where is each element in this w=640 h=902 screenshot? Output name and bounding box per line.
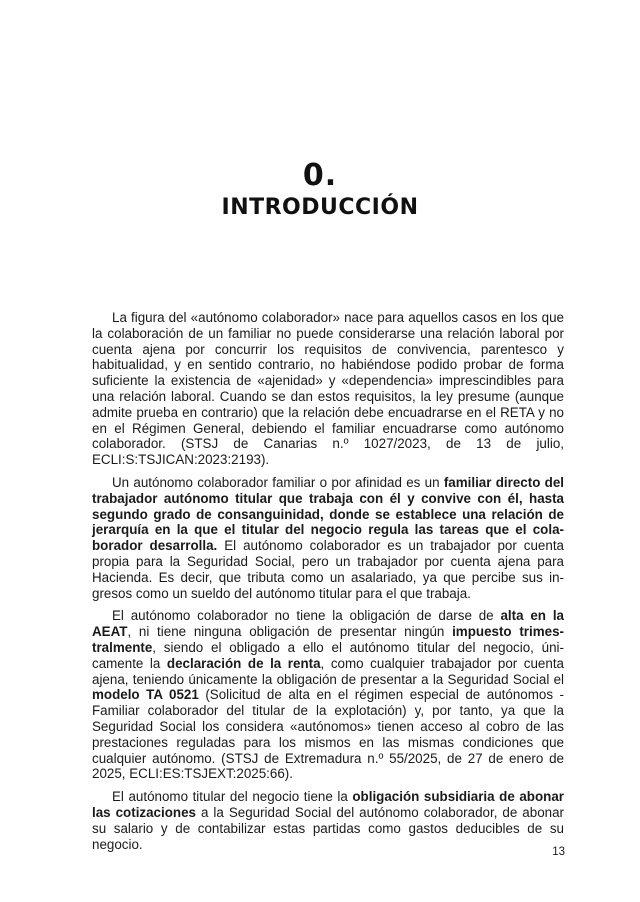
text-run: (Solicitud de alta en el régimen especial de autónomos - Familiar colaborador del titular de la explotación) y, por tanto, ya que la Seguridad Social los considera «autónomos» tienen acceso al cobro de las prestaciones reguladas para los mismos en las mismas condiciones que cualquier autónomo. (STSJ de Extremadura n.º 55/2025, de 27 de enero de 2025, ECLI:ES:TSJEXT:2025:66). [92,687,564,782]
text-run: Un autónomo colaborador familiar o por afinidad es un [112,474,444,490]
page-number: 13 [552,846,565,858]
paragraph [92,475,564,601]
paragraph [92,310,564,468]
paragraph [92,789,564,852]
bold-text-run: alta en la AEAT [92,608,564,640]
paragraph [92,608,564,782]
text-run: El autónomo colaborador es un trabajador por cuenta propia para la Seguridad Social, pero un trabajador por cuenta ajena para Hacienda. Es decir, que tributa como un asalariado, ya que percibe sus ingresos como un sueldo del autónomo titular para el que trabaja. [92,538,564,601]
text-run: a la Seguridad Social del autónomo colaborador, de abonar su salario y de contabilizar estas partidas como gastos deducibles de su negocio. [92,804,564,852]
text-run: , siendo el obligado a ello el autónomo titular del negocio, únicamente la [92,639,564,671]
bold-text-run: modelo TA 0521 [92,687,199,703]
bold-text-run: familiar directo del trabajador autónomo titular que trabaja con él y convive con él, hasta segundo grado de consanguinidad, donde se establece una relación de jerarquía en la que el titular del negocio regula las tareas que el colaborador desarrolla. [92,474,564,554]
bold-text-run: impuesto trimestralmente [92,624,564,655]
chapter-title: INTRODUCCIÓN [221,195,419,220]
text-run: , como cualquier trabajador por cuenta ajena, teniendo únicamente la obligación de presentar a la Seguridad Social el [92,655,564,687]
text-run: La figura del «autónomo colaborador» nace para aquellos casos en los que la colaboración de un familiar no puede considerarse una relación laboral por cuenta ajena por concurrir los requisitos de convivencia, parentesco y habitualidad, y en sentido contrario, no habiéndose podido probar de forma suficiente la existencia de «ajenidad» y «dependencia» imprescindibles para una relación laboral. Cuando se dan estos requisitos, la ley presume (aunque admite prueba en contrario) que la relación debe encuadrarse en el RETA y no en el Régimen General, debiendo el familiar encuadrarse como autónomo colaborador. (STSJ de Canarias n.º 1027/2023, de 13 de julio, ECLI:S:TSJICAN:2023:2193). [92,310,564,468]
text-run: , ni tiene ninguna obligación de presentar ningún [127,624,453,640]
bold-text-run: declaración de la renta [166,655,321,671]
bold-text-run: obligación subsidiaria de abonar las cotizaciones [92,789,564,820]
chapter-heading [0,158,640,222]
text-run: El autónomo titular del negocio tiene la [112,789,353,805]
chapter-number: 0. [302,158,338,193]
text-run: El autónomo colaborador no tiene la obligación de darse de [112,608,501,624]
body-text [92,310,564,859]
